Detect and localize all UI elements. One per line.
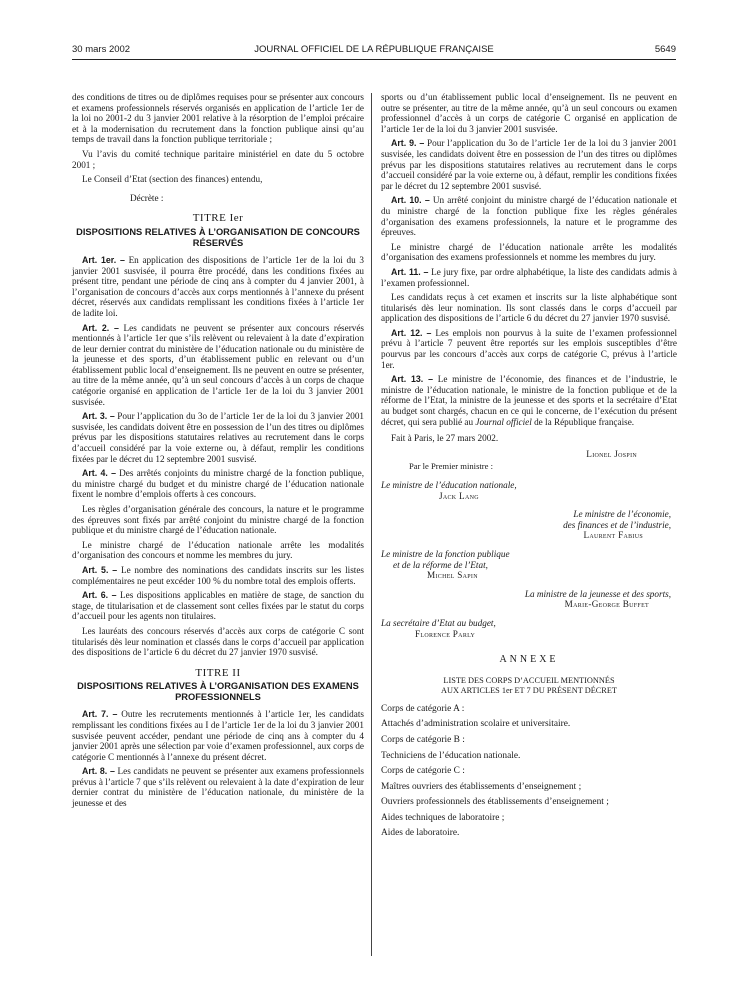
decrete: Décrète : bbox=[130, 192, 164, 203]
article: Art. 3. – Pour l’application du 3o de l’article 1er de la loi du 3 janvier 2001 susvisée, les candidats doivent être en possession de l’un des titres ou diplômes prévus par les dispositions statutaires relatives au recrutement dans le corps d’accueil considéré par la voie externe ou, à défaut, remplir les conditions fixées par le décret du 12 septembre 2001 susvisé. bbox=[72, 411, 365, 464]
list-item: Attachés d’administration scolaire et universitaire. bbox=[381, 719, 571, 730]
signatory-title: et de la réforme de l’Etat, bbox=[393, 559, 488, 570]
right-column bbox=[381, 92, 677, 844]
header-rule bbox=[72, 59, 676, 60]
signature bbox=[381, 480, 677, 501]
signatory-name: Laurent Fabius bbox=[583, 530, 643, 541]
annexe-list bbox=[381, 704, 677, 839]
signatory-title: Le ministre de la fonction publique bbox=[381, 548, 510, 559]
article-label: Art. 11. – bbox=[391, 266, 429, 277]
paragraph: Les candidats reçus à cet examen et inscrits sur la liste alphabétique sont titularisés dès leur nomination. Ils sont classés dans le corps d’accueil par application des dispositions de l’article 6 du décret du 27 janvier 1970 susvisé. bbox=[381, 292, 677, 324]
signatory-name: Lionel Jospin bbox=[586, 448, 637, 459]
article-label: Art. 13. – bbox=[391, 374, 433, 385]
signature bbox=[381, 589, 677, 610]
left-column bbox=[72, 92, 364, 813]
article: Art. 6. – Les dispositions applicables en matière de stage, de sanction du stage, de titularisation et de classement sont celles fixées par le statut du corps d’accueil pour les agents non titulaires. bbox=[72, 590, 365, 622]
paragraph: Vu l’avis du comité technique paritaire ministériel en date du 5 octobre 2001 ; bbox=[72, 148, 364, 170]
signatory-name: Marie-George Buffet bbox=[564, 599, 649, 610]
titre-heading: TITRE II bbox=[195, 666, 241, 679]
paragraph: Les lauréats des concours réservés d’accès aux corps de catégorie C sont titularisés dès leur nomination et classés dans le corps d’accueil par application des dispositions de l’article 6 du décret du 27 janvier 1970 susvisé. bbox=[72, 625, 364, 658]
signatory-title: La secrétaire d’Etat au budget, bbox=[381, 617, 496, 628]
fait-a-paris: Fait à Paris, le 27 mars 2002. bbox=[391, 433, 499, 444]
signature bbox=[381, 549, 677, 581]
signatory-name: Jack Lang bbox=[439, 490, 479, 501]
article-label: Art. 8. – bbox=[82, 766, 115, 777]
article-label: Art. 10. – bbox=[391, 195, 430, 206]
annexe-title: ANNEXE bbox=[499, 654, 559, 666]
section-heading: DISPOSITIONS RELATIVES À L’ORGANISATION DE CONCOURS RÉSERVÉS bbox=[76, 226, 360, 248]
signatory-title: des finances et de l’industrie, bbox=[563, 519, 671, 530]
article: Art. 7. – Outre les recrutements mentionnés à l’article 1er, les candidats remplissant les conditions fixées au I de l’article 1er de la loi du 3 janvier 2001 susvisée peuvent accéder, pendant une période de cinq ans à compter du 4 janvier 2001 après une sélection par voie d’examen professionnel, aux corps de catégorie C mentionnés à l’annexe du présent décret. bbox=[72, 709, 364, 762]
article-label: Art. 4. – bbox=[82, 468, 116, 479]
list-item: Techniciens de l’éducation nationale. bbox=[381, 750, 521, 761]
list-item: Aides de laboratoire. bbox=[381, 828, 460, 839]
category-heading: Corps de catégorie B : bbox=[381, 734, 465, 745]
titre-heading: TITRE Ier bbox=[192, 212, 244, 225]
article: Art. 10. – Un arrêté conjoint du ministre chargé de l’éducation nationale et du ministre chargé de la fonction publique fixe les règles générales d’organisation des examens professionnels, la nature et le programme des épreuves. bbox=[381, 195, 677, 238]
annexe-heading: LISTE DES CORPS D’ACCUEIL MENTIONNÉS AUX ARTICLES 1er ET 7 DU PRÉSENT DÉCRET bbox=[441, 675, 617, 695]
header-page-number: 5649 bbox=[654, 44, 676, 55]
list-item: Aides techniques de laboratoire ; bbox=[381, 812, 505, 823]
article: Art. 13. – Le ministre de l’économie, des finances et de l’industrie, le ministre de l’éducation nationale, le ministre de la fonction publique et de la réforme de l’Etat, la ministre de la jeunesse et des sports et la secrétaire d’Etat au budget sont chargés, chacun en ce qui le concerne, de l’exécution du présent décret, qui sera publié au Journal officiel de la République française. bbox=[381, 374, 677, 427]
signature-block bbox=[381, 433, 677, 639]
paragraph: Les règles d’organisation générale des concours, la nature et le programme des épreuves sont fixés par arrêté conjoint du ministre chargé de la fonction publique et du ministre chargé de l’éducation nationale. bbox=[72, 504, 364, 536]
signature bbox=[381, 509, 677, 541]
article-label: Art. 3. – bbox=[82, 411, 115, 422]
article-label: Art. 1er. – bbox=[82, 254, 125, 265]
category-heading: Corps de catégorie A : bbox=[381, 703, 465, 714]
paragraph: Le ministre chargé de l’éducation nationale arrête les modalités d’organisation des examens professionnels et nomme les membres du jury. bbox=[381, 241, 677, 263]
paragraph: Le Conseil d’Etat (section des finances) entendu, bbox=[82, 174, 263, 185]
column-divider bbox=[371, 93, 372, 956]
article: Art. 4. – Des arrêtés conjoints du ministre chargé de la fonction publique, du ministre chargé du budget et du ministre chargé de l’éducation nationale fixent le nombre d’emplois offerts à ces concours. bbox=[72, 468, 364, 500]
signatory-title: Le ministre de l’éducation nationale, bbox=[381, 480, 517, 490]
article: Art. 11. – Le jury fixe, par ordre alphabétique, la liste des candidats admis à l’examen professionnel. bbox=[381, 266, 677, 288]
signatory-name: Michel Sapin bbox=[427, 570, 478, 581]
article-label: Art. 7. – bbox=[82, 709, 118, 720]
category-heading: Corps de catégorie C : bbox=[381, 766, 465, 777]
article: Art. 1er. – En application des dispositions de l’article 1er de la loi du 3 janvier 2001 susvisée, il pourra être procédé, dans les conditions fixées au présent titre, pendant une période de cinq ans à compter du 4 janvier 2001, à l’organisation de concours d’accès aux corps mentionnés à l’annexe du présent décret, réservés aux candidats remplissant les conditions fixées à l’article 1er de ladite loi. bbox=[72, 254, 364, 318]
journal-officiel-italic: Journal officiel bbox=[475, 416, 532, 427]
signatory-label: Par le Premier ministre : bbox=[409, 461, 494, 472]
list-item: Maîtres ouvriers des établissements d’enseignement ; bbox=[381, 781, 582, 792]
article-label: Art. 6. – bbox=[82, 590, 117, 601]
article: Art. 2. – Les candidats ne peuvent se présenter aux concours réservés mentionnés à l’article 1er que s’ils relèvent ou relevaient à la date d’expiration de leur dernier contrat du ministère de l’éducation nationale ou du ministère de la jeunesse et des sports, d’un établissement public en relevant ou d’un établissement public local d’enseignement. Ils ne peuvent en outre se présenter, au titre de la même année, qu’à un seul concours d’accès à un corps de chaque catégorie organisé en application de l’article 1er de la loi du 3 janvier 2001 susvisée. bbox=[72, 322, 364, 407]
article-label: Art. 12. – bbox=[391, 327, 432, 338]
article: Art. 9. – Pour l’application du 3o de l’article 1er de la loi du 3 janvier 2001 susvisée, les candidats doivent être en possession de l’un des titres ou diplômes prévus par les dispositions statutaires relatives au recrutement dans le corps d’accueil considéré par la voie externe ou, à défaut, remplir les conditions fixées par le décret du 12 septembre 2001 susvisé. bbox=[381, 138, 678, 191]
signatory-title: Le ministre de l’économie, bbox=[573, 509, 671, 520]
signatory-title: La ministre de la jeunesse et des sports, bbox=[524, 588, 671, 599]
paragraph: des conditions de titres ou de diplômes requises pour se présenter aux concours et examens professionnels réservés organisés en application de l’article 1er de la loi no 2001-2 du 3 janvier 2001 relative à la résorption de l’emploi précaire et à la modernisation du recrutement dans la fonction publique ainsi qu’au temps de travail dans la fonction publique territoriale ; bbox=[72, 92, 364, 145]
article: Art. 12. – Les emplois non pourvus à la suite de l’examen professionnel prévu à l’article 7 peuvent être reportés sur les emplois susceptibles d’être pourvus par les concours d’accès aux corps de catégorie C, prévus à l’article 1er. bbox=[381, 327, 678, 370]
header-journal-title: JOURNAL OFFICIEL DE LA RÉPUBLIQUE FRANÇAISE bbox=[254, 44, 494, 55]
article-label: Art. 9. – bbox=[391, 138, 425, 149]
signatory-name: Florence Parly bbox=[415, 628, 476, 639]
page-header bbox=[72, 44, 676, 58]
header-date: 30 mars 2002 bbox=[72, 44, 131, 55]
list-item: Ouvriers professionnels des établissements d’enseignement ; bbox=[381, 797, 609, 808]
article-label: Art. 5. – bbox=[82, 564, 118, 575]
section-heading: DISPOSITIONS RELATIVES À L’ORGANISATION DES EXAMENS PROFESSIONNELS bbox=[77, 681, 359, 703]
paragraph: Le ministre chargé de l’éducation nationale arrête les modalités d’organisation des concours et nomme les membres du jury. bbox=[72, 539, 364, 561]
paragraph: sports ou d’un établissement public local d’enseignement. Ils ne peuvent en outre se présenter, au titre de la même année, qu’à un seul concours ou examen professionnel d’accès à un corps de catégorie C organisé en application de l’article 1er de la loi du 3 janvier 2001 susvisée. bbox=[381, 92, 677, 134]
signature bbox=[381, 618, 677, 639]
article: Art. 5. – Le nombre des nominations des candidats inscrits sur les listes complémentaires ne peut excéder 100 % du nombre total des emplois offerts. bbox=[72, 564, 364, 586]
article: Art. 8. – Les candidats ne peuvent se présenter aux examens professionnels prévus à l’article 7 que s’ils relèvent ou relevaient à la date d’expiration de leur dernier contrat du ministère de l’éducation nationale, du ministère de la jeunesse et des bbox=[72, 766, 364, 809]
article-label: Art. 2. – bbox=[82, 322, 119, 333]
